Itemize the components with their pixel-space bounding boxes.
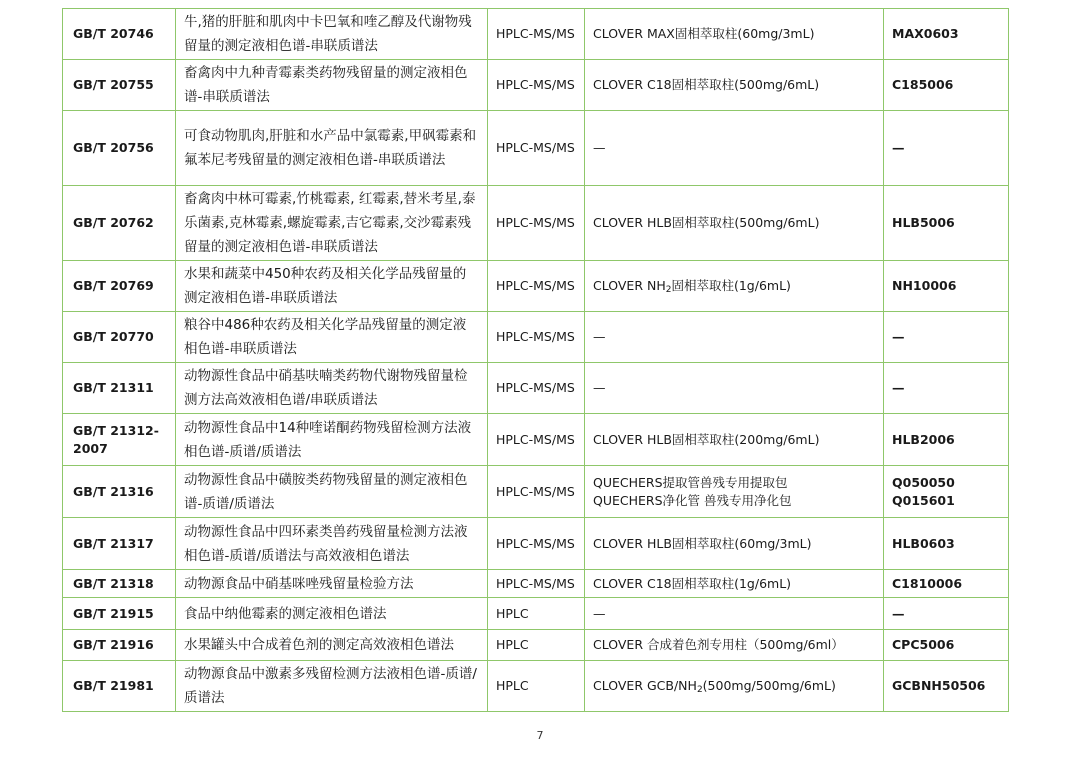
product: CLOVER C18固相萃取柱(500mg/6mL) <box>585 60 884 111</box>
product-code: HLB0603 <box>884 518 1009 570</box>
standard-code: GB/T 20746 <box>63 9 176 60</box>
product-code: — <box>884 111 1009 186</box>
table-row <box>63 9 1009 60</box>
product-code: — <box>884 598 1009 630</box>
product: CLOVER HLB固相萃取柱(60mg/3mL) <box>585 518 884 570</box>
product-code: MAX0603 <box>884 9 1009 60</box>
product: CLOVER HLB固相萃取柱(500mg/6mL) <box>585 186 884 261</box>
method: HPLC <box>488 630 585 661</box>
product-code: C1810006 <box>884 570 1009 598</box>
standard-code: GB/T 21318 <box>63 570 176 598</box>
standard-name: 动物源食品中硝基咪唑残留量检验方法 <box>176 570 488 598</box>
standard-name: 粮谷中486种农药及相关化学品残留量的测定液相色谱-串联质谱法 <box>176 312 488 363</box>
page-number: 7 <box>536 729 544 742</box>
table-row <box>63 661 1009 712</box>
table-row <box>63 60 1009 111</box>
product-code: — <box>884 363 1009 414</box>
method: HPLC-MS/MS <box>488 518 585 570</box>
table-row <box>63 630 1009 661</box>
product: — <box>585 598 884 630</box>
product-code: GCBNH50506 <box>884 661 1009 712</box>
standard-code: GB/T 20755 <box>63 60 176 111</box>
method: HPLC-MS/MS <box>488 60 585 111</box>
standard-code: GB/T 21915 <box>63 598 176 630</box>
standard-code: GB/T 21311 <box>63 363 176 414</box>
standards-table <box>62 8 1009 712</box>
product-code: NH10006 <box>884 261 1009 312</box>
table-row <box>63 466 1009 518</box>
product: QUECHERS提取管兽残专用提取包 QUECHERS净化管 兽残专用净化包 <box>585 466 884 518</box>
table-row <box>63 261 1009 312</box>
standard-name: 牛,猪的肝脏和肌肉中卡巴氧和喹乙醇及代谢物残留量的测定液相色谱-串联质谱法 <box>176 9 488 60</box>
method: HPLC-MS/MS <box>488 261 585 312</box>
standard-name: 可食动物肌肉,肝脏和水产品中氯霉素,甲砜霉素和氟苯尼考残留量的测定液相色谱-串联质谱法 <box>176 111 488 186</box>
standard-name: 水果和蔬菜中450种农药及相关化学品残留量的测定液相色谱-串联质谱法 <box>176 261 488 312</box>
product: CLOVER $NH_2$固相萃取柱(1g/6mL) <box>585 261 884 312</box>
standard-code: GB/T 21916 <box>63 630 176 661</box>
product: CLOVER 合成着色剂专用柱（500mg/6ml） <box>585 630 884 661</box>
table-row <box>63 414 1009 466</box>
standard-name: 动物源性食品中硝基呋喃类药物代谢物残留量检测方法高效液相色谱/串联质谱法 <box>176 363 488 414</box>
standard-name: 动物源性食品中14种喹诺酮药物残留检测方法液相色谱-质谱/质谱法 <box>176 414 488 466</box>
table-row <box>63 570 1009 598</box>
table-row <box>63 598 1009 630</box>
product-code: HLB5006 <box>884 186 1009 261</box>
standard-name: 动物源性食品中磺胺类药物残留量的测定液相色谱-质谱/质谱法 <box>176 466 488 518</box>
method: HPLC-MS/MS <box>488 9 585 60</box>
product: CLOVER C18固相萃取柱(1g/6mL) <box>585 570 884 598</box>
standard-code: GB/T 20769 <box>63 261 176 312</box>
standard-code: GB/T 20756 <box>63 111 176 186</box>
method: HPLC-MS/MS <box>488 466 585 518</box>
method: HPLC-MS/MS <box>488 111 585 186</box>
standard-code: GB/T 21316 <box>63 466 176 518</box>
table-row <box>63 111 1009 186</box>
product-code: C185006 <box>884 60 1009 111</box>
method: HPLC-MS/MS <box>488 414 585 466</box>
product-code: — <box>884 312 1009 363</box>
product: CLOVER MAX固相萃取柱(60mg/3mL) <box>585 9 884 60</box>
product-code: HLB2006 <box>884 414 1009 466</box>
product: — <box>585 111 884 186</box>
standard-code: GB/T 21312- 2007 <box>63 414 176 466</box>
product-code: Q050050 Q015601 <box>884 466 1009 518</box>
standard-name: 食品中纳他霉素的测定液相色谱法 <box>176 598 488 630</box>
standard-name: 畜禽肉中九种青霉素类药物残留量的测定液相色谱-串联质谱法 <box>176 60 488 111</box>
method: HPLC-MS/MS <box>488 570 585 598</box>
standard-name: 水果罐头中合成着色剂的测定高效液相色谱法 <box>176 630 488 661</box>
method: HPLC-MS/MS <box>488 363 585 414</box>
table-row <box>63 312 1009 363</box>
method: HPLC-MS/MS <box>488 312 585 363</box>
product-code: CPC5006 <box>884 630 1009 661</box>
product: — <box>585 363 884 414</box>
standard-code: GB/T 21317 <box>63 518 176 570</box>
standard-code: GB/T 21981 <box>63 661 176 712</box>
product: — <box>585 312 884 363</box>
standard-code: GB/T 20770 <box>63 312 176 363</box>
product: CLOVER HLB固相萃取柱(200mg/6mL) <box>585 414 884 466</box>
standard-name: 动物源性食品中四环素类兽药残留量检测方法液相色谱-质谱/质谱法与高效液相色谱法 <box>176 518 488 570</box>
table-row <box>63 518 1009 570</box>
method: HPLC-MS/MS <box>488 186 585 261</box>
product: CLOVER GCB/$NH_2(500mg/500mg/6mL)$ <box>585 661 884 712</box>
method: HPLC <box>488 661 585 712</box>
standard-name: 动物源食品中激素多残留检测方法液相色谱-质谱/质谱法 <box>176 661 488 712</box>
table-row <box>63 186 1009 261</box>
table-row <box>63 363 1009 414</box>
method: HPLC <box>488 598 585 630</box>
standard-code: GB/T 20762 <box>63 186 176 261</box>
standard-name: 畜禽肉中林可霉素,竹桃霉素, 红霉素,替米考星,泰乐菌素,克林霉素,螺旋霉素,吉它霉素,交沙霉素残留量的测定液相色谱-串联质谱法 <box>176 186 488 261</box>
